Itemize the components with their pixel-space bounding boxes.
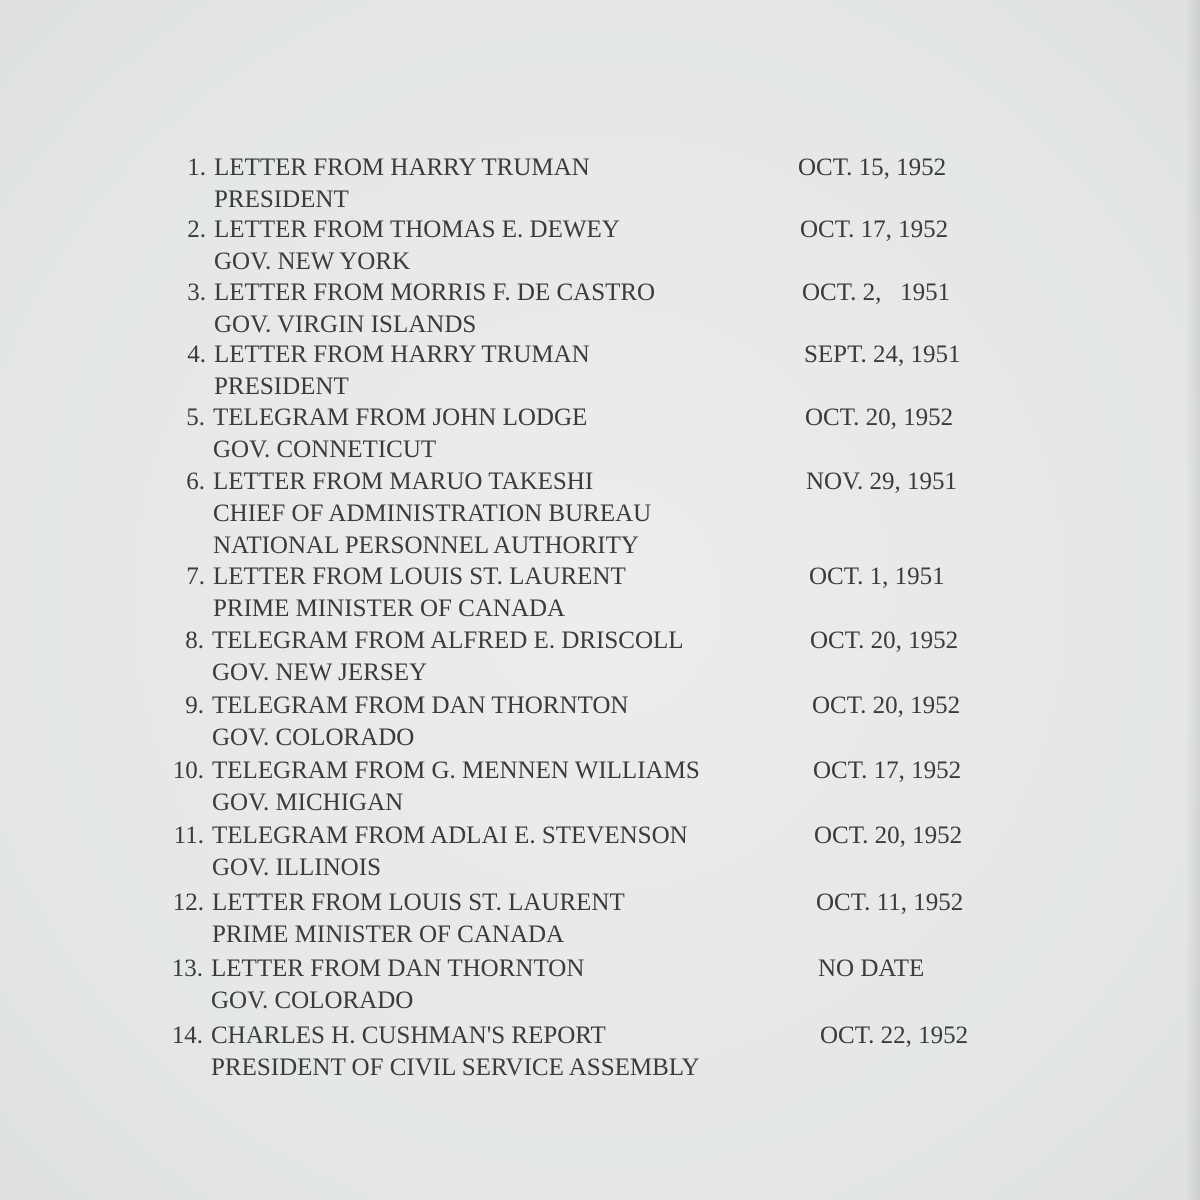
item-title: CHARLES H. CUSHMAN'S REPORT xyxy=(211,1022,606,1049)
item-subtitle: GOV. ILLINOIS xyxy=(212,854,381,881)
item-number: 9. xyxy=(185,692,204,719)
item-subtitle: CHIEF OF ADMINISTRATION BUREAU xyxy=(213,500,652,527)
item-subtitle: GOV. NEW JERSEY xyxy=(212,659,428,686)
item-number: 2. xyxy=(187,216,206,243)
item-date: OCT. 20, 1952 xyxy=(814,822,963,849)
item-subtitle: PRESIDENT xyxy=(214,186,349,213)
item-number: 3. xyxy=(187,279,206,306)
item-title: LETTER FROM MORRIS F. DE CASTRO xyxy=(214,279,656,306)
item-number: 6. xyxy=(186,468,205,495)
item-title: LETTER FROM HARRY TRUMAN xyxy=(214,154,590,181)
item-date: OCT. 2, 1951 xyxy=(802,279,951,306)
item-title: LETTER FROM HARRY TRUMAN xyxy=(214,341,590,368)
item-subtitle: NATIONAL PERSONNEL AUTHORITY xyxy=(213,532,639,559)
item-title: LETTER FROM THOMAS E. DEWEY xyxy=(214,216,620,243)
item-subtitle: GOV. NEW YORK xyxy=(214,248,411,275)
item-date: OCT. 17, 1952 xyxy=(813,757,962,784)
item-date: NO DATE xyxy=(818,955,925,982)
item-number: 12. xyxy=(172,889,204,916)
item-date: OCT. 11, 1952 xyxy=(816,889,964,916)
item-number: 4. xyxy=(187,341,206,368)
item-number: 11. xyxy=(173,822,204,849)
item-date: NOV. 29, 1951 xyxy=(806,468,957,495)
item-title: TELEGRAM FROM ALFRED E. DRISCOLL xyxy=(212,627,684,654)
item-date: OCT. 17, 1952 xyxy=(800,216,949,243)
item-number: 10. xyxy=(172,757,204,784)
item-title: LETTER FROM LOUIS ST. LAURENT xyxy=(212,889,625,916)
item-date: OCT. 20, 1952 xyxy=(810,627,959,654)
item-title: LETTER FROM MARUO TAKESHI xyxy=(213,468,594,495)
item-number: 13. xyxy=(171,955,203,982)
item-number: 14. xyxy=(171,1022,203,1049)
item-subtitle: PRIME MINISTER OF CANADA xyxy=(212,921,565,948)
item-subtitle: PRESIDENT OF CIVIL SERVICE ASSEMBLY xyxy=(211,1054,700,1081)
item-subtitle: GOV. CONNETICUT xyxy=(213,436,437,463)
item-number: 1. xyxy=(187,154,206,181)
item-subtitle: PRIME MINISTER OF CANADA xyxy=(213,595,566,622)
item-subtitle: GOV. VIRGIN ISLANDS xyxy=(214,311,477,338)
item-number: 8. xyxy=(185,627,204,654)
item-title: LETTER FROM LOUIS ST. LAURENT xyxy=(213,563,626,590)
item-title: LETTER FROM DAN THORNTON xyxy=(211,955,585,982)
item-subtitle: GOV. COLORADO xyxy=(211,987,414,1014)
item-subtitle: PRESIDENT xyxy=(214,373,349,400)
item-date: OCT. 1, 1951 xyxy=(809,563,945,590)
item-date: SEPT. 24, 1951 xyxy=(804,341,961,368)
item-subtitle: GOV. MICHIGAN xyxy=(212,789,404,816)
item-title: TELEGRAM FROM DAN THORNTON xyxy=(212,692,629,719)
item-date: OCT. 22, 1952 xyxy=(820,1022,969,1049)
item-date: OCT. 15, 1952 xyxy=(798,154,947,181)
item-date: OCT. 20, 1952 xyxy=(805,404,954,431)
item-subtitle: GOV. COLORADO xyxy=(212,724,415,751)
item-number: 5. xyxy=(186,404,205,431)
item-title: TELEGRAM FROM G. MENNEN WILLIAMS xyxy=(212,757,700,784)
item-number: 7. xyxy=(186,563,205,590)
item-title: TELEGRAM FROM JOHN LODGE xyxy=(213,404,588,431)
item-date: OCT. 20, 1952 xyxy=(812,692,961,719)
item-title: TELEGRAM FROM ADLAI E. STEVENSON xyxy=(212,822,688,849)
